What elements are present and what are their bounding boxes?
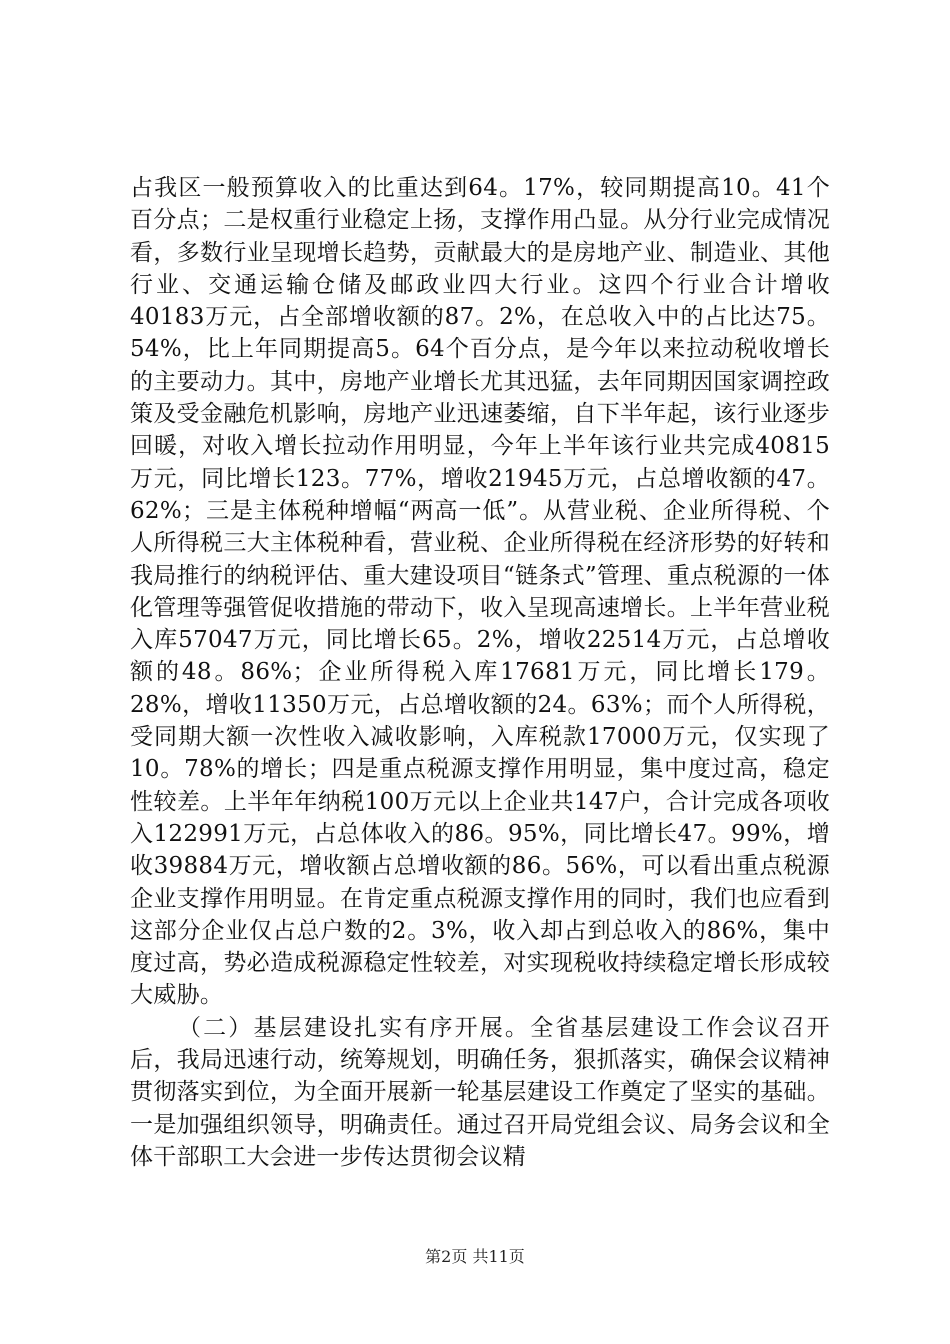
paragraph-grassroots-construction: （二）基层建设扎实有序开展。全省基层建设工作会议召开后，我局迅速行动，统筹规划，明确任务，狠抓落实，确保会议精神贯彻落实到位，为全面开展新一轮基层建设工作奠定了坚实的基础。一是加强组织领导，明确责任。通过召开局党组会议、局务会议和全体干部职工大会进一步传达贯彻会议精 bbox=[130, 1014, 830, 1170]
document-body bbox=[130, 172, 830, 1173]
page-footer bbox=[0, 1244, 950, 1267]
paragraph-tax-analysis: 占我区一般预算收入的比重达到64。17%，较同期提高10。41个百分点；二是权重行业稳定上扬，支撑作用凸显。从分行业完成情况看，多数行业呈现增长趋势，贡献最大的是房地产业、制造业、其他行业、交通运输仓储及邮政业四大行业。这四个行业合计增收40183万元，占全部增收额的87。2%，在总收入中的占比达75。54%，比上年同期提高5。64个百分点，是今年以来拉动税收增长的主要动力。其中，房地产业增长尤其迅猛，去年同期因国家调控政策及受金融危机影响，房地产业迅速萎缩，自下半年起，该行业逐步回暖，对收入增长拉动作用明显，今年上半年该行业共完成40815万元，同比增长123。77%，增收21945万元，占总增收额的47。62%；三是主体税种增幅“两高一低”。从营业税、企业所得税、个人所得税三大主体税种看，营业税、企业所得税在经济形势的好转和我局推行的纳税评估、重大建设项目“链条式”管理、重点税源的一体化管理等强管促收措施的带动下，收入呈现高速增长。上半年营业税入库57047万元，同比增长65。2%，增收22514万元，占总增收额的48。86%；企业所得税入库17681万元，同比增长179。28%，增收11350万元，占总增收额的24。63%；而个人所得税，受同期大额一次性收入减收影响，入库税款17000万元，仅实现了10。78%的增长；四是重点税源支撑作用明显，集中度过高，稳定性较差。上半年年纳税100万元以上企业共147户，合计完成各项收入122991万元，占总体收入的86。95%，同比增长47。99%，增收39884万元，增收额占总增收额的86。56%，可以看出重点税源企业支撑作用明显。在肯定重点税源支撑作用的同时，我们也应看到这部分企业仅占总户数的2。3%，收入却占到总收入的86%，集中度过高，势必造成税源稳定性较差，对实现税收持续稳定增长形成较大威胁。 bbox=[130, 175, 830, 1009]
page-number-label: 第2页 共11页 bbox=[425, 1247, 525, 1266]
